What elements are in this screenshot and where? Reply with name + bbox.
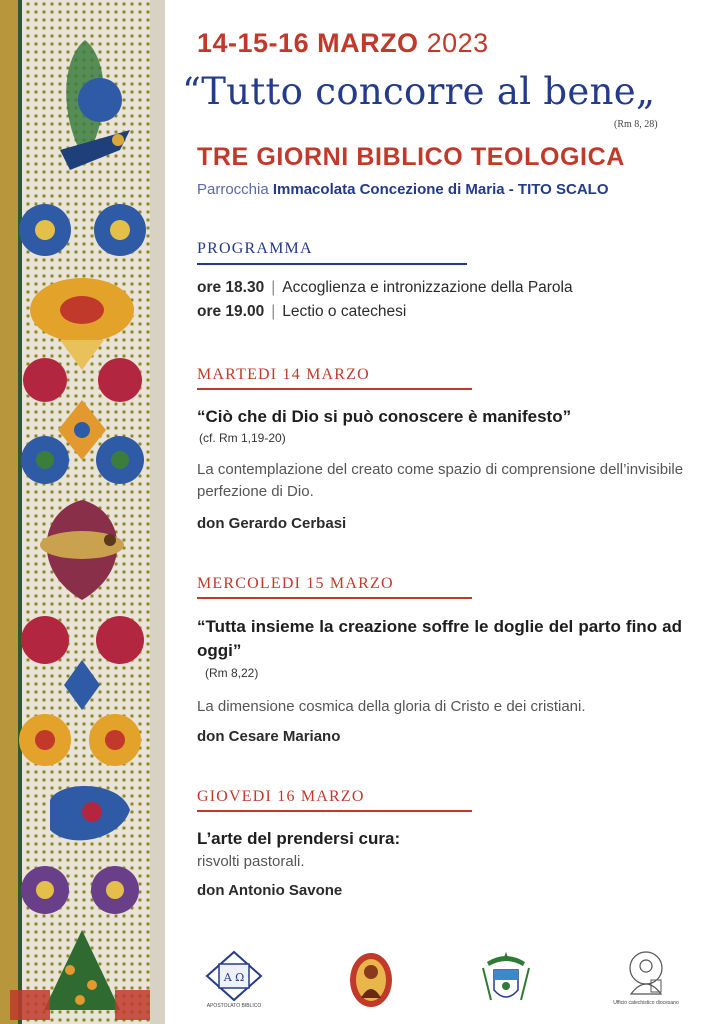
parish-name: Immacolata Concezione di Maria - TITO SCALO <box>272 181 609 198</box>
program-item <box>197 303 406 321</box>
logo-caption: Ufficio catechistico diocesano <box>613 1000 679 1006</box>
saint-medallion-icon <box>347 950 395 1010</box>
talk-description: risvolti pastorali. <box>197 853 305 870</box>
program-activity: Lectio o catechesi <box>282 303 407 320</box>
sponsor-logos <box>197 950 697 1020</box>
programma-divider <box>197 263 467 265</box>
logo-caption: APOSTOLATO BIBLICO <box>206 1003 262 1009</box>
floral-ornament-icon <box>0 0 165 1024</box>
talk-description: La contemplazione del creato come spazio di comprensione dell’invisibile perfezione di Dio. <box>197 461 684 500</box>
talk-reference: (Rm 8,22) <box>205 666 259 680</box>
christ-pantocrator-icon <box>615 950 677 1010</box>
svg-text:A Ω: A Ω <box>223 971 245 984</box>
alpha-omega-book-icon <box>205 950 263 1010</box>
motto-title: “Tutto concorre al bene„ <box>182 70 656 113</box>
speaker-name: don Gerardo Cerbasi <box>197 515 347 532</box>
talk-reference: (cf. Rm 1,19-20) <box>199 431 286 445</box>
talk-title: L’arte del prendersi cura: <box>197 829 401 848</box>
programma-heading: PROGRAMMA <box>197 240 313 257</box>
program-item <box>197 279 573 297</box>
speaker-name: don Antonio Savone <box>197 882 343 899</box>
program-time: ore 19.00 <box>197 303 265 320</box>
day-divider <box>197 597 472 599</box>
episcopal-coat-of-arms-icon <box>479 950 533 1010</box>
speaker-name: don Cesare Mariano <box>197 728 341 745</box>
program-separator: | <box>271 303 276 320</box>
dates-label: 14-15-16 MARZO <box>197 28 419 58</box>
program-activity: Accoglienza e intronizzazione della Parola <box>282 279 573 296</box>
illuminated-border <box>0 0 165 1024</box>
event-subtitle: TRE GIORNI BIBLICO TEOLOGICA <box>197 143 625 171</box>
motto-reference: (Rm 8, 28) <box>614 119 658 130</box>
parish-prefix: Parrocchia <box>197 181 269 198</box>
talk-title: “Tutta insieme la creazione soffre le doglie del parto fino ad oggi” <box>197 617 682 660</box>
talk-description: La dimensione cosmica della gloria di Cristo e dei cristiani. <box>197 698 586 715</box>
day-heading-wednesday: MERCOLEDI 15 MARZO <box>197 575 394 592</box>
talk-title: “Ciò che di Dio si può conoscere è manifesto” <box>197 407 572 426</box>
year-label: 2023 <box>426 28 489 58</box>
day-divider <box>197 388 472 390</box>
program-separator: | <box>271 279 276 296</box>
day-divider <box>197 810 472 812</box>
parish-line <box>197 181 609 198</box>
event-dates <box>197 28 489 59</box>
day-heading-tuesday: MARTEDI 14 MARZO <box>197 366 370 383</box>
day-heading-thursday: GIOVEDI 16 MARZO <box>197 788 365 805</box>
program-time: ore 18.30 <box>197 279 265 296</box>
